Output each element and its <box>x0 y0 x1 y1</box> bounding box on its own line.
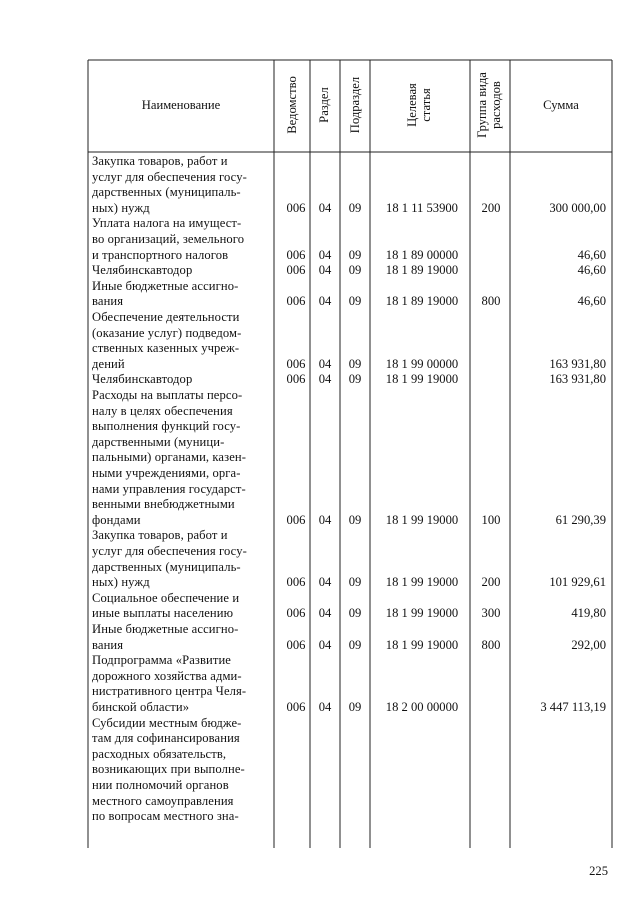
row-razdel: 04 <box>318 247 332 262</box>
row-gruppa: 800 <box>481 294 501 309</box>
row-summa: 101 929,61 <box>549 575 606 590</box>
row-vedomstvo: 006 <box>286 263 306 278</box>
row-razdel: 04 <box>318 372 332 387</box>
row-name-line: Челябинскавтодор <box>92 372 193 387</box>
row-name-line: ных) нужд <box>92 200 150 215</box>
row-summa: 46,60 <box>577 247 606 262</box>
row-celevaya-statya: 18 1 99 00000 <box>385 356 459 371</box>
row-razdel: 04 <box>318 575 332 590</box>
row-summa: 300 000,00 <box>549 200 606 215</box>
row-celevaya-statya: 18 1 99 19000 <box>385 606 459 621</box>
row-name-line: дарственных (муниципаль- <box>92 185 241 200</box>
row-name <box>92 653 268 715</box>
row-razdel: 04 <box>318 294 332 309</box>
row-celevaya-statya: 18 1 89 19000 <box>385 294 459 309</box>
row-name-line: возникающих при выполне- <box>92 762 245 777</box>
row-name-line: Уплата налога на имущест- <box>92 216 242 231</box>
row-name-line: венными внебюджетными <box>92 497 235 512</box>
row-razdel: 04 <box>318 637 332 652</box>
row-name <box>92 591 268 622</box>
page-number: 225 <box>589 864 608 878</box>
row-name-line: Иные бюджетные ассигно- <box>92 278 239 293</box>
row-summa: 61 290,39 <box>555 512 606 527</box>
row-name-line: Закупка товаров, работ и <box>92 154 228 168</box>
row-podrazdel: 09 <box>348 606 362 621</box>
row-razdel: 04 <box>318 356 332 371</box>
row-podrazdel: 09 <box>348 263 362 278</box>
row-vedomstvo: 006 <box>286 606 306 621</box>
row-gruppa: 100 <box>481 512 501 527</box>
row-podrazdel: 09 <box>348 356 362 371</box>
row-podrazdel: 09 <box>348 372 362 387</box>
row-name-line: бинской области» <box>92 699 190 714</box>
row-celevaya-statya: 18 1 11 53900 <box>386 200 458 215</box>
header-celevaya-line1: Целевая <box>405 83 419 127</box>
row-name-line: услуг для обеспечения госу- <box>92 169 247 184</box>
row-summa: 292,00 <box>571 637 606 652</box>
row-vedomstvo: 006 <box>286 356 306 371</box>
row-name-line: там для софинансирования <box>92 731 240 746</box>
row-vedomstvo: 006 <box>286 372 306 387</box>
row-name-line: фондами <box>92 512 141 527</box>
row-vedomstvo: 006 <box>286 294 306 309</box>
row-summa: 46,60 <box>577 294 606 309</box>
row-name-line: местного самоуправления <box>92 793 234 808</box>
row-name <box>92 310 268 372</box>
row-name-line: расходных обязательств, <box>92 746 227 761</box>
row-vedomstvo: 006 <box>286 247 306 262</box>
row-name <box>92 279 268 310</box>
row-gruppa: 800 <box>481 637 501 652</box>
row-name-line: Челябинскавтодор <box>92 263 193 278</box>
row-name-line: и транспортного налогов <box>92 247 229 262</box>
row-podrazdel: 09 <box>348 637 362 652</box>
header-podrazdel: Подраздел <box>348 76 362 134</box>
row-celevaya-statya: 18 2 00 00000 <box>385 700 459 714</box>
row-name-line: по вопросам местного зна- <box>92 809 239 824</box>
header-vedomstvo: Ведомство <box>285 76 299 134</box>
row-name-line: Социальное обеспечение и <box>92 590 240 605</box>
row-name <box>92 216 268 263</box>
row-name-line: дений <box>92 356 125 371</box>
header-summa: Сумма <box>543 98 579 112</box>
row-podrazdel: 09 <box>348 200 362 215</box>
row-name-line: услуг для обеспечения госу- <box>92 543 247 558</box>
row-vedomstvo: 006 <box>286 637 306 652</box>
row-name <box>92 716 268 825</box>
row-name <box>92 528 268 590</box>
row-razdel: 04 <box>318 200 332 215</box>
row-name-line: дарственными (муници- <box>92 434 225 449</box>
row-podrazdel: 09 <box>348 247 362 262</box>
row-celevaya-statya: 18 1 89 00000 <box>385 247 459 262</box>
row-name <box>92 372 268 388</box>
row-name-line: Подпрограмма «Развитие <box>92 653 231 668</box>
row-razdel: 04 <box>318 606 332 621</box>
row-vedomstvo: 006 <box>286 575 306 590</box>
header-name: Наименование <box>141 98 221 112</box>
row-gruppa: 200 <box>481 575 501 590</box>
row-name-line: Расходы на выплаты персо- <box>92 388 243 402</box>
row-name-line: (оказание услуг) подведом- <box>92 325 242 340</box>
row-name-line: Иные бюджетные ассигно- <box>92 622 239 636</box>
row-celevaya-statya: 18 1 99 19000 <box>385 512 459 527</box>
row-name-line: во организаций, земельного <box>92 231 245 246</box>
row-name-line: дарственных (муниципаль- <box>92 559 241 574</box>
row-summa: 163 931,80 <box>549 356 606 371</box>
row-name <box>92 263 268 279</box>
header-gruppa-line2: расходов <box>489 81 503 129</box>
row-name-line: вания <box>92 294 124 309</box>
row-podrazdel: 09 <box>348 575 362 590</box>
row-razdel: 04 <box>318 263 332 278</box>
row-podrazdel: 09 <box>348 294 362 309</box>
row-name-line: дорожного хозяйства адми- <box>92 668 242 683</box>
row-celevaya-statya: 18 1 99 19000 <box>385 372 459 387</box>
row-name <box>92 622 268 653</box>
row-vedomstvo: 006 <box>286 700 306 714</box>
row-podrazdel: 09 <box>348 700 362 714</box>
row-celevaya-statya: 18 1 89 19000 <box>385 263 459 278</box>
row-name-line: ных) нужд <box>92 575 150 590</box>
row-vedomstvo: 006 <box>286 512 306 527</box>
row-razdel: 04 <box>318 700 332 714</box>
row-name-line: нами управления государст- <box>92 481 246 496</box>
row-name-line: вания <box>92 637 124 652</box>
row-celevaya-statya: 18 1 99 19000 <box>385 637 459 652</box>
row-summa: 419,80 <box>571 606 606 621</box>
row-gruppa: 200 <box>481 200 501 215</box>
header-celevaya <box>405 61 435 149</box>
row-name <box>92 154 268 216</box>
row-name-line: Обеспечение деятельности <box>92 310 240 324</box>
row-summa: 46,60 <box>577 263 606 278</box>
row-name <box>92 388 268 528</box>
header-gruppa-line1: Группа вида <box>475 72 489 138</box>
row-name-line: иные выплаты населению <box>92 606 234 621</box>
row-name-line: Закупка товаров, работ и <box>92 528 228 543</box>
row-summa: 163 931,80 <box>549 372 606 387</box>
row-name-line: налу в целях обеспечения <box>92 403 233 418</box>
row-name-line: выполнения функций госу- <box>92 419 241 434</box>
header-gruppa <box>475 61 505 149</box>
row-name-line: Субсидии местным бюдже- <box>92 715 242 730</box>
row-celevaya-statya: 18 1 99 19000 <box>385 575 459 590</box>
row-razdel: 04 <box>318 512 332 527</box>
row-gruppa: 300 <box>481 606 501 621</box>
header-razdel: Раздел <box>317 87 331 123</box>
row-podrazdel: 09 <box>348 512 362 527</box>
header-celevaya-line2: статья <box>419 88 433 122</box>
row-summa: 3 447 113,19 <box>540 700 606 714</box>
row-vedomstvo: 006 <box>286 200 306 215</box>
row-name-line: пальными) органами, казен- <box>92 450 247 465</box>
row-name-line: нистративного центра Челя- <box>92 684 247 699</box>
row-name-line: нии полномочий органов <box>92 777 229 792</box>
row-name-line: ственных казенных учреж- <box>92 341 240 356</box>
row-name-line: ными учреждениями, орга- <box>92 465 241 480</box>
